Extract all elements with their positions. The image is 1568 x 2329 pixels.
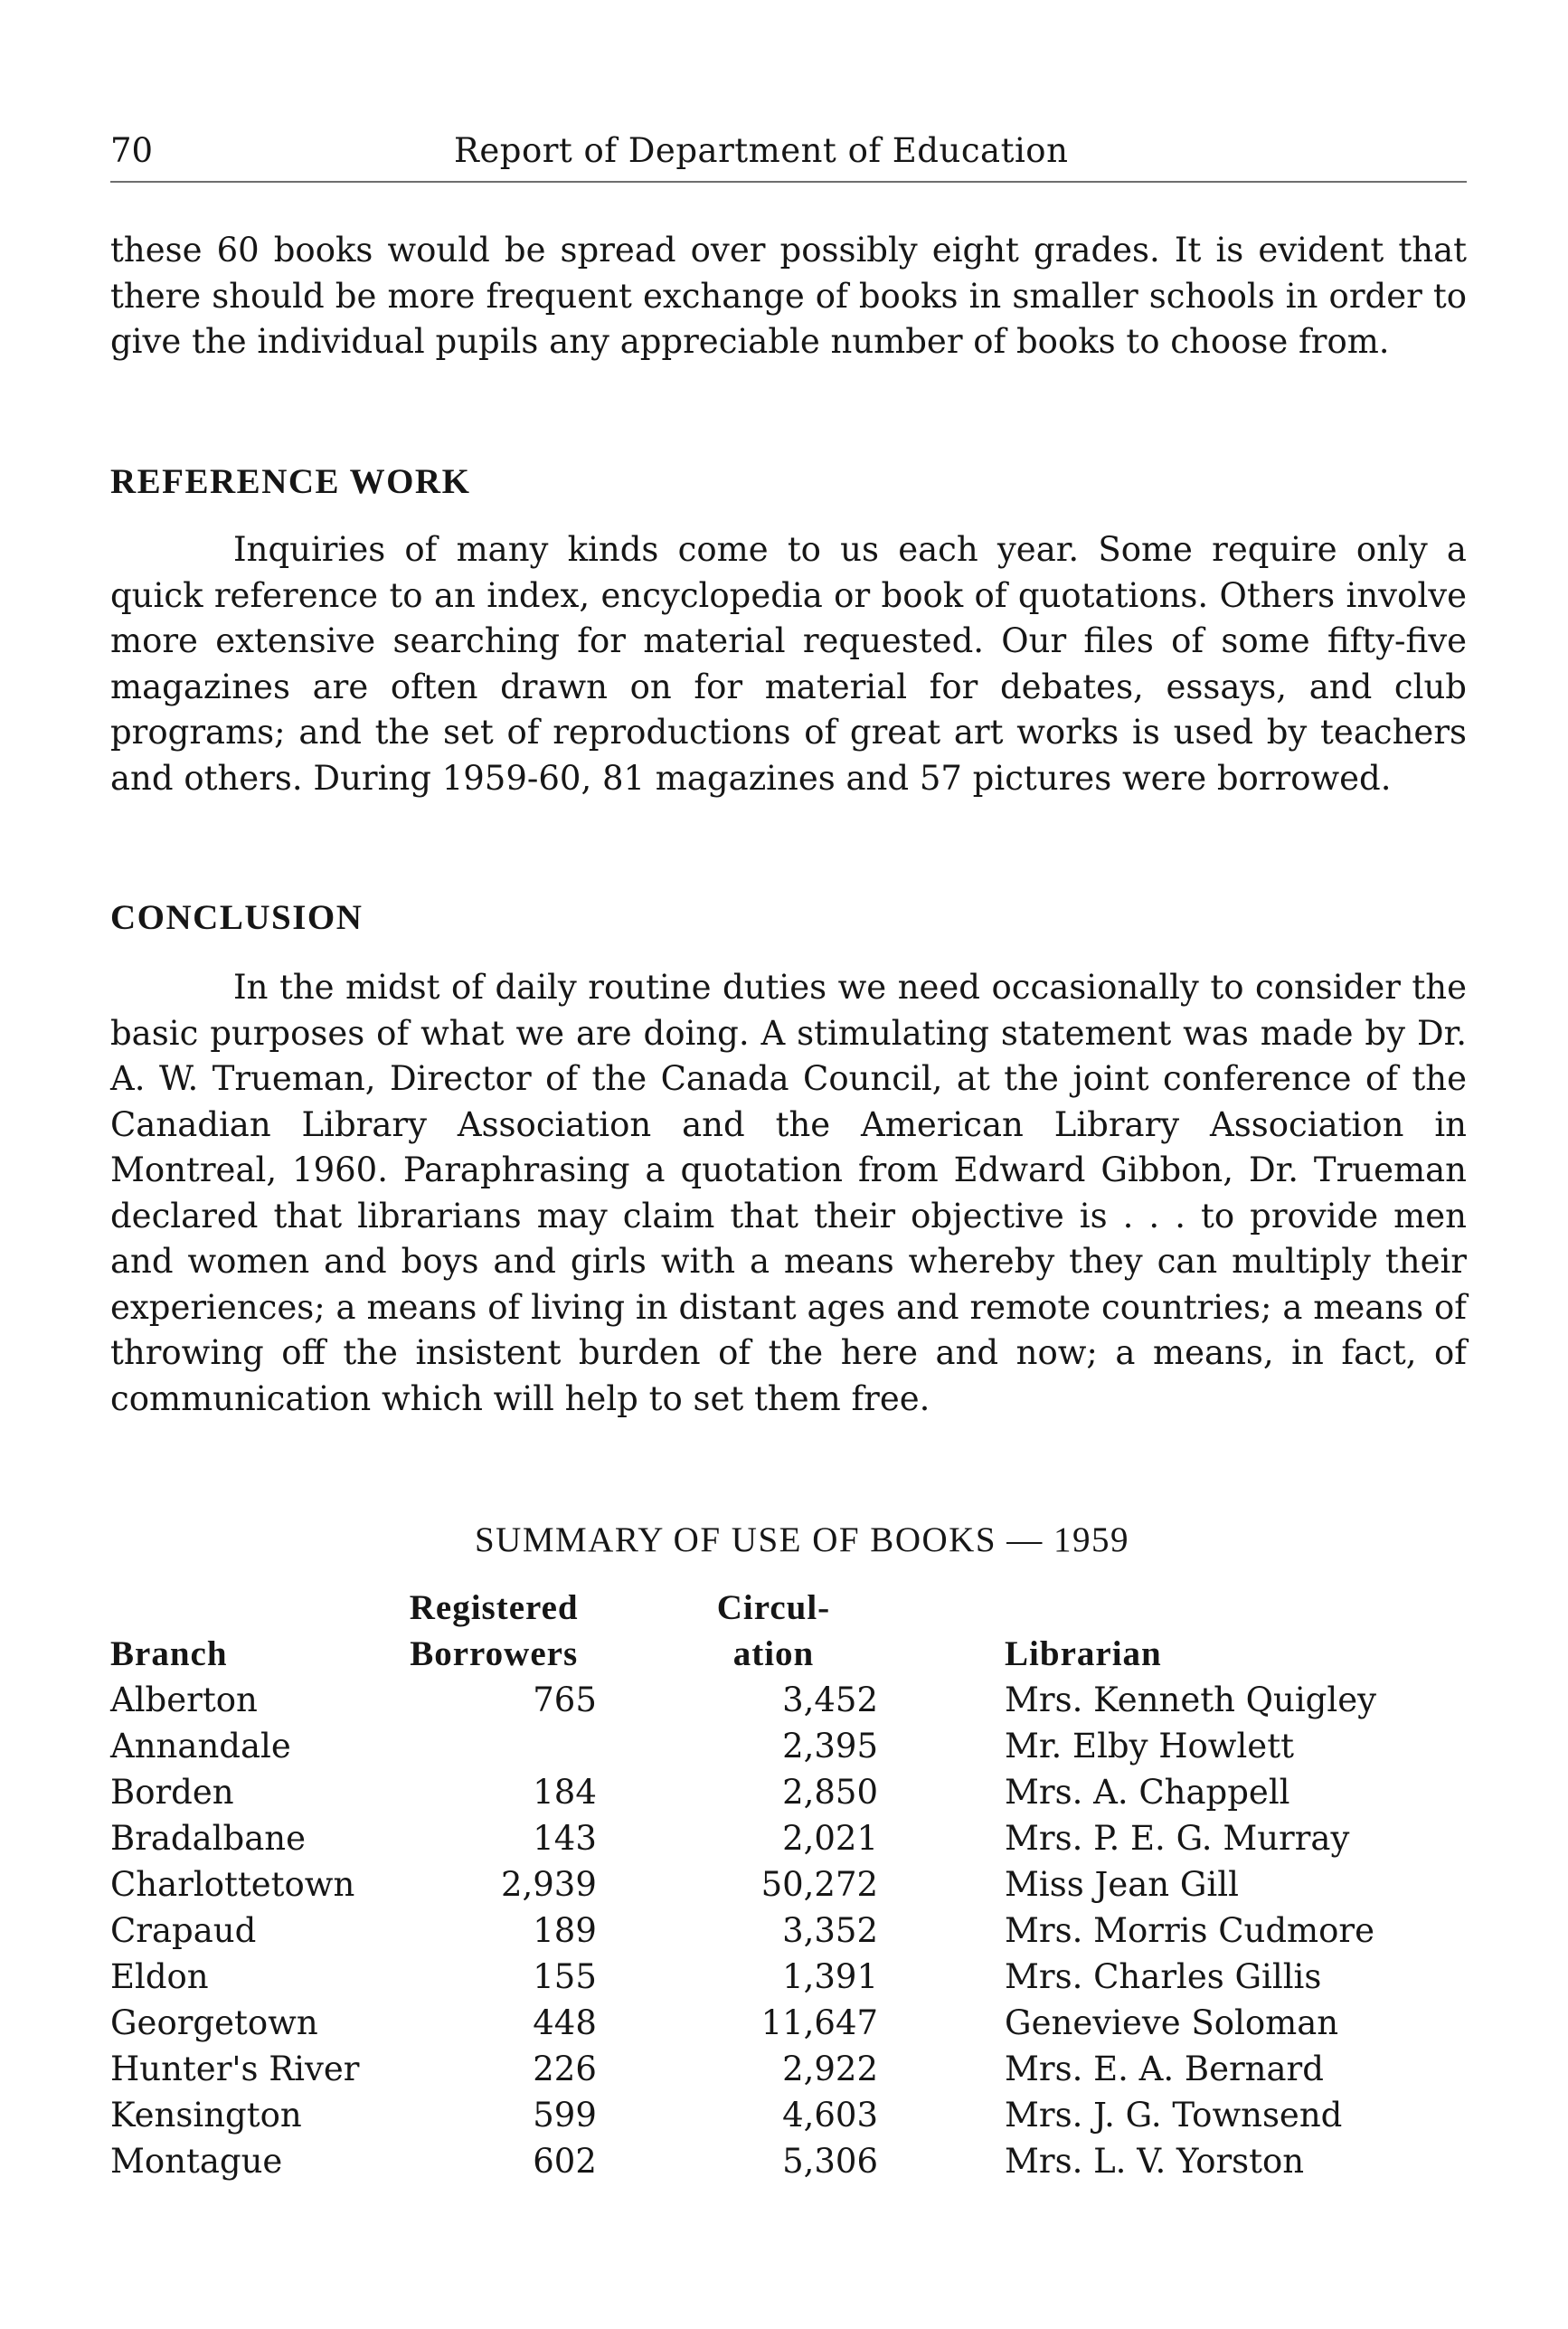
branch-cell: Bradalbane	[110, 1819, 306, 1858]
borrowers-value: 2,939	[500, 1865, 597, 1904]
header-cell-empty	[878, 1585, 1376, 1631]
branch-cell: Crapaud	[110, 1911, 257, 1950]
borrowers-value: 189	[533, 1911, 597, 1950]
table-row	[110, 1677, 1376, 1723]
borrowers-cell	[391, 1677, 596, 1723]
borrowers-cell	[391, 1723, 596, 1769]
branch-cell: Kensington	[110, 2096, 302, 2135]
reference-work-heading: REFERENCE WORK	[110, 462, 471, 501]
circulation-cell: 2,395	[782, 1727, 879, 1766]
table-body	[110, 1677, 1376, 2184]
header-branch: Branch	[110, 1634, 228, 1673]
borrowers-value: 602	[533, 2142, 597, 2181]
intro-paragraph: these 60 books would be spread over possibly eight grades. It is evident that there should be more frequent exchange of books in smaller schools in order to give the individual pupils any appreciable number of books to choose from.	[110, 231, 1467, 361]
circulation-cell: 5,306	[782, 2142, 879, 2181]
running-title: Report of Department of Education	[454, 131, 1069, 170]
branch-cell: Annandale	[110, 1727, 291, 1766]
header-rule	[110, 181, 1467, 183]
header-borrowers-line1: Registered	[409, 1588, 579, 1627]
librarian-cell: Mrs. J. G. Townsend	[1005, 2096, 1343, 2135]
borrowers-value: 765	[533, 1680, 597, 1719]
branch-cell: Charlottetown	[110, 1865, 355, 1904]
header-borrowers-line2: Borrowers	[410, 1634, 579, 1673]
page-number: 70	[110, 131, 154, 170]
librarian-cell: Mrs. Charles Gillis	[1005, 1957, 1322, 1996]
conclusion-paragraph: In the midst of daily routine duties we need occasionally to consider the basic purposes of what we are doing. A stimulating statement was made by Dr. A. W. Trueman, Director of the Canada Council, at the joint conference of the Canadian Library Association and the American Library Association in Montreal, 1960. Paraphrasing a quotation from Edward Gibbon, Dr. Trueman declared that librarians may claim that their objective is . . . to provide men and women and boys and girls with a means whereby they can multiply their experiences; a means of living in distant ages and remote countries; a means of throwing off the insistent burden of the here and now; a means, in fact, of communication which will help to set them free.	[110, 968, 1467, 1418]
branch-cell: Eldon	[110, 1957, 209, 1996]
table-row	[110, 1861, 1376, 1908]
table-row	[110, 1954, 1376, 2000]
table-header-row	[110, 1631, 1376, 1677]
table-row	[110, 2000, 1376, 2046]
reference-work-paragraph: Inquiries of many kinds come to us each year. Some require only a quick reference to an index, encyclopedia or book of quotations. Others involve more extensive searching for material requested. Our files of some fifty-five magazines are often drawn on for material for debates, essays, and club programs; and the set of reproductions of great art works is used by teachers and others. During 1959-60, 81 magazines and 57 pictures were borrowed.	[110, 530, 1467, 798]
circulation-cell: 3,352	[782, 1911, 879, 1950]
branch-cell: Alberton	[110, 1680, 258, 1719]
table-row	[110, 1815, 1376, 1861]
branch-cell: Hunter's River	[110, 2050, 360, 2088]
borrowers-value: 184	[533, 1773, 597, 1812]
librarian-cell: Mrs. A. Chappell	[1005, 1773, 1290, 1812]
librarian-cell: Genevieve Soloman	[1005, 2003, 1339, 2042]
branch-cell: Montague	[110, 2142, 283, 2181]
table-row	[110, 2092, 1376, 2138]
table-row	[110, 1723, 1376, 1769]
borrowers-cell	[391, 2138, 596, 2184]
table-row	[110, 2138, 1376, 2184]
circulation-cell: 50,272	[760, 1865, 879, 1904]
librarian-cell: Mrs. P. E. G. Murray	[1005, 1819, 1350, 1858]
librarian-cell: Mrs. L. V. Yorston	[1005, 2142, 1305, 2181]
circulation-cell: 2,850	[782, 1773, 879, 1812]
librarian-cell: Mrs. E. A. Bernard	[1005, 2050, 1324, 2088]
header-circulation-line1: Circul-	[716, 1588, 831, 1627]
librarian-cell: Miss Jean Gill	[1005, 1865, 1239, 1904]
header-cell-empty	[110, 1585, 391, 1631]
borrowers-value: 599	[533, 2096, 597, 2135]
borrowers-cell	[391, 1815, 596, 1861]
running-head	[110, 128, 1467, 174]
header-circulation-line2: ation	[732, 1634, 815, 1673]
conclusion-heading: CONCLUSION	[110, 898, 364, 937]
circulation-cell: 11,647	[760, 2003, 879, 2042]
circulation-cell: 2,922	[782, 2050, 879, 2088]
summary-table	[110, 1585, 1376, 2184]
borrowers-cell	[391, 1954, 596, 2000]
circulation-cell: 1,391	[782, 1957, 879, 1996]
table-row	[110, 1908, 1376, 1954]
borrowers-cell	[391, 2092, 596, 2138]
librarian-cell: Mrs. Morris Cudmore	[1005, 1911, 1375, 1950]
borrowers-value: 155	[533, 1957, 597, 1996]
borrowers-value: 226	[533, 2050, 597, 2088]
table-row	[110, 1769, 1376, 1815]
table-row	[110, 2046, 1376, 2092]
borrowers-cell	[391, 1861, 596, 1908]
librarian-cell: Mrs. Kenneth Quigley	[1005, 1680, 1376, 1719]
circulation-cell: 4,603	[782, 2096, 879, 2135]
circulation-cell: 3,452	[782, 1680, 879, 1719]
header-librarian: Librarian	[1005, 1634, 1162, 1673]
librarian-cell: Mr. Elby Howlett	[1005, 1727, 1294, 1766]
borrowers-value: 448	[533, 2003, 597, 2042]
circulation-cell: 2,021	[782, 1819, 879, 1858]
borrowers-value: 143	[533, 1819, 597, 1858]
borrowers-cell	[391, 2046, 596, 2092]
borrowers-cell	[391, 1769, 596, 1815]
borrowers-cell	[391, 1908, 596, 1954]
borrowers-cell	[391, 2000, 596, 2046]
table-header-row-top	[110, 1585, 1376, 1631]
branch-cell: Borden	[110, 1773, 234, 1812]
table-title: SUMMARY OF USE OF BOOKS — 1959	[474, 1520, 1130, 1559]
branch-cell: Georgetown	[110, 2003, 318, 2042]
